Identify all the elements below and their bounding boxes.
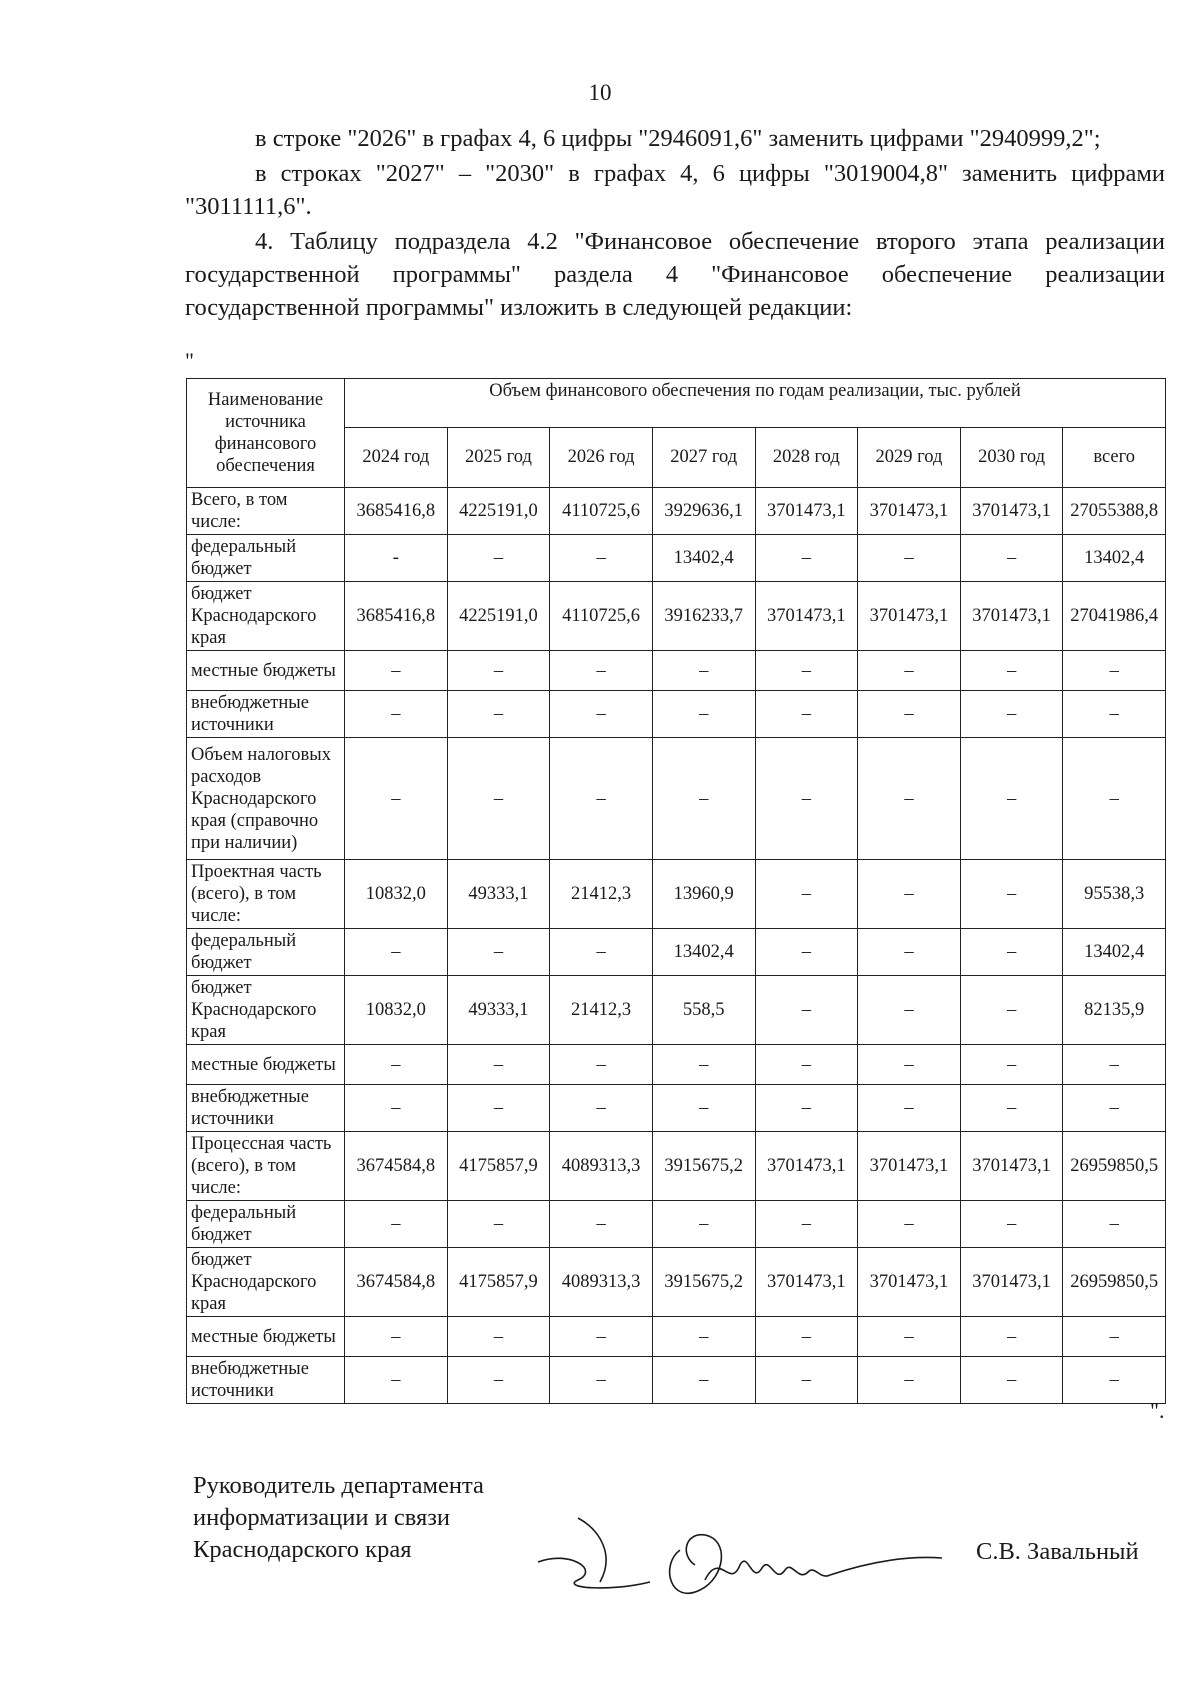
value-cell: – bbox=[960, 651, 1063, 691]
value-cell: – bbox=[1063, 1201, 1166, 1248]
value-cell: – bbox=[960, 1085, 1063, 1132]
table-row bbox=[187, 582, 1166, 651]
opening-quote: " bbox=[185, 348, 194, 373]
value-cell: – bbox=[755, 929, 858, 976]
value-cell: – bbox=[858, 651, 961, 691]
table-row bbox=[187, 1201, 1166, 1248]
value-cell: – bbox=[858, 1085, 961, 1132]
value-cell: 3701473,1 bbox=[960, 1248, 1063, 1317]
table-row bbox=[187, 1132, 1166, 1201]
value-cell: – bbox=[550, 1201, 653, 1248]
value-cell: – bbox=[652, 651, 755, 691]
value-cell: 3701473,1 bbox=[755, 582, 858, 651]
source-cell: внебюджетные источники bbox=[187, 1357, 345, 1404]
value-cell: – bbox=[447, 691, 550, 738]
source-cell: бюджет Краснодарского края bbox=[187, 1248, 345, 1317]
value-cell: 4089313,3 bbox=[550, 1132, 653, 1201]
value-cell: – bbox=[755, 1085, 858, 1132]
value-cell: - bbox=[345, 535, 448, 582]
value-cell: – bbox=[1063, 1317, 1166, 1357]
source-cell: бюджет Краснодарского края bbox=[187, 582, 345, 651]
signatory-title-line: Руководитель департамента bbox=[193, 1472, 484, 1499]
value-cell: 3701473,1 bbox=[755, 1132, 858, 1201]
value-cell: – bbox=[755, 651, 858, 691]
value-cell: – bbox=[960, 860, 1063, 929]
value-cell: – bbox=[755, 1317, 858, 1357]
value-cell: 3701473,1 bbox=[960, 582, 1063, 651]
value-cell: – bbox=[755, 738, 858, 860]
value-cell: – bbox=[858, 535, 961, 582]
value-cell: – bbox=[858, 976, 961, 1045]
value-cell: – bbox=[652, 1045, 755, 1085]
value-cell: – bbox=[755, 1045, 858, 1085]
source-cell: Объем налоговых расходов Краснодарского края (справочно при наличии) bbox=[187, 738, 345, 860]
value-cell: – bbox=[1063, 651, 1166, 691]
value-cell: – bbox=[652, 738, 755, 860]
table-row bbox=[187, 1357, 1166, 1404]
value-cell: 3685416,8 bbox=[345, 488, 448, 535]
value-cell: – bbox=[345, 691, 448, 738]
table-row bbox=[187, 535, 1166, 582]
value-cell: 13402,4 bbox=[1063, 929, 1166, 976]
value-cell: 13960,9 bbox=[652, 860, 755, 929]
value-cell: – bbox=[858, 860, 961, 929]
table-row bbox=[187, 1045, 1166, 1085]
value-cell: – bbox=[858, 1357, 961, 1404]
table-row bbox=[187, 488, 1166, 535]
source-cell: местные бюджеты bbox=[187, 1317, 345, 1357]
source-cell: федеральный бюджет bbox=[187, 929, 345, 976]
closing-quote: ". bbox=[1150, 1398, 1165, 1423]
value-cell: 3685416,8 bbox=[345, 582, 448, 651]
year-header: 2026 год bbox=[550, 427, 653, 487]
value-cell: – bbox=[960, 1045, 1063, 1085]
value-cell: – bbox=[960, 929, 1063, 976]
year-header: 2029 год bbox=[858, 427, 961, 487]
value-cell: – bbox=[447, 738, 550, 860]
year-header: 2024 год bbox=[345, 427, 448, 487]
value-cell: – bbox=[652, 1357, 755, 1404]
value-cell: 4225191,0 bbox=[447, 582, 550, 651]
value-cell: – bbox=[1063, 1085, 1166, 1132]
value-cell: 10832,0 bbox=[345, 976, 448, 1045]
value-cell: – bbox=[858, 691, 961, 738]
source-header: Наименование источника финансового обеспечения bbox=[187, 379, 345, 488]
value-cell: 3674584,8 bbox=[345, 1132, 448, 1201]
value-cell: – bbox=[550, 1085, 653, 1132]
value-cell: – bbox=[345, 1045, 448, 1085]
value-cell: 27055388,8 bbox=[1063, 488, 1166, 535]
source-cell: федеральный бюджет bbox=[187, 535, 345, 582]
financing-table bbox=[186, 378, 1166, 1404]
source-cell: бюджет Краснодарского края bbox=[187, 976, 345, 1045]
value-cell: – bbox=[345, 738, 448, 860]
source-cell: Проектная часть (всего), в том числе: bbox=[187, 860, 345, 929]
value-cell: – bbox=[345, 651, 448, 691]
value-cell: 3701473,1 bbox=[858, 1248, 961, 1317]
value-cell: – bbox=[960, 535, 1063, 582]
value-cell: 26959850,5 bbox=[1063, 1248, 1166, 1317]
value-cell: – bbox=[345, 1357, 448, 1404]
value-cell: 3929636,1 bbox=[652, 488, 755, 535]
table-row bbox=[187, 691, 1166, 738]
table-row bbox=[187, 738, 1166, 860]
value-cell: – bbox=[960, 1357, 1063, 1404]
value-cell: 4175857,9 bbox=[447, 1132, 550, 1201]
year-header: 2025 год bbox=[447, 427, 550, 487]
value-cell: 558,5 bbox=[652, 976, 755, 1045]
value-cell: – bbox=[345, 1317, 448, 1357]
value-cell: – bbox=[447, 1357, 550, 1404]
value-cell: 26959850,5 bbox=[1063, 1132, 1166, 1201]
value-cell: 13402,4 bbox=[652, 535, 755, 582]
source-cell: внебюджетные источники bbox=[187, 1085, 345, 1132]
value-cell: – bbox=[858, 1045, 961, 1085]
value-cell: 4225191,0 bbox=[447, 488, 550, 535]
value-cell: 3701473,1 bbox=[858, 582, 961, 651]
table-row bbox=[187, 860, 1166, 929]
value-cell: – bbox=[652, 1085, 755, 1132]
value-cell: 82135,9 bbox=[1063, 976, 1166, 1045]
paragraph-1: в строке "2026" в графах 4, 6 цифры "2946091,6" заменить цифрами "2940999,2"; bbox=[255, 125, 1101, 152]
value-cell: – bbox=[858, 929, 961, 976]
value-cell: – bbox=[550, 738, 653, 860]
value-cell: – bbox=[960, 1201, 1063, 1248]
value-cell: – bbox=[447, 929, 550, 976]
year-header: 2030 год bbox=[960, 427, 1063, 487]
value-cell: 95538,3 bbox=[1063, 860, 1166, 929]
value-cell: 49333,1 bbox=[447, 860, 550, 929]
table-row bbox=[187, 651, 1166, 691]
value-cell: – bbox=[1063, 1357, 1166, 1404]
value-cell: – bbox=[550, 651, 653, 691]
value-cell: 4175857,9 bbox=[447, 1248, 550, 1317]
value-cell: 4110725,6 bbox=[550, 582, 653, 651]
value-cell: – bbox=[447, 651, 550, 691]
year-header: 2028 год bbox=[755, 427, 858, 487]
value-cell: – bbox=[550, 691, 653, 738]
amendment-text bbox=[185, 122, 1165, 326]
source-cell: местные бюджеты bbox=[187, 1045, 345, 1085]
value-cell: – bbox=[858, 1201, 961, 1248]
value-cell: 4089313,3 bbox=[550, 1248, 653, 1317]
value-cell: 13402,4 bbox=[1063, 535, 1166, 582]
table-row bbox=[187, 1317, 1166, 1357]
year-header: всего bbox=[1063, 427, 1166, 487]
value-cell: – bbox=[345, 929, 448, 976]
value-cell: 3701473,1 bbox=[960, 1132, 1063, 1201]
value-cell: – bbox=[447, 535, 550, 582]
paragraph-2: в строках "2027" – "2030" в графах 4, 6 цифры "3019004,8" заменить цифрами "3011111,6". bbox=[185, 160, 1165, 220]
value-cell: – bbox=[652, 691, 755, 738]
value-cell: – bbox=[960, 738, 1063, 860]
value-cell: – bbox=[652, 1317, 755, 1357]
value-cell: 3701473,1 bbox=[960, 488, 1063, 535]
value-cell: – bbox=[652, 1201, 755, 1248]
table-row bbox=[187, 1085, 1166, 1132]
value-cell: – bbox=[755, 691, 858, 738]
value-cell: – bbox=[1063, 1045, 1166, 1085]
group-header: Объем финансового обеспечения по годам реализации, тыс. рублей bbox=[345, 379, 1166, 428]
value-cell: – bbox=[1063, 691, 1166, 738]
value-cell: 27041986,4 bbox=[1063, 582, 1166, 651]
source-cell: Процессная часть (всего), в том числе: bbox=[187, 1132, 345, 1201]
value-cell: – bbox=[960, 976, 1063, 1045]
value-cell: 3701473,1 bbox=[858, 1132, 961, 1201]
value-cell: 3915675,2 bbox=[652, 1132, 755, 1201]
year-header: 2027 год bbox=[652, 427, 755, 487]
signatory-title-line: Краснодарского края bbox=[193, 1536, 412, 1563]
value-cell: – bbox=[755, 976, 858, 1045]
value-cell: – bbox=[858, 1317, 961, 1357]
value-cell: – bbox=[345, 1085, 448, 1132]
table-row bbox=[187, 1248, 1166, 1317]
value-cell: – bbox=[755, 535, 858, 582]
signatory-title-line: информатизации и связи bbox=[193, 1504, 451, 1531]
value-cell: 3916233,7 bbox=[652, 582, 755, 651]
value-cell: 10832,0 bbox=[345, 860, 448, 929]
source-cell: федеральный бюджет bbox=[187, 1201, 345, 1248]
value-cell: – bbox=[960, 1317, 1063, 1357]
handwritten-signature bbox=[530, 1510, 950, 1620]
value-cell: 49333,1 bbox=[447, 976, 550, 1045]
value-cell: – bbox=[755, 1201, 858, 1248]
value-cell: 3701473,1 bbox=[858, 488, 961, 535]
value-cell: 13402,4 bbox=[652, 929, 755, 976]
value-cell: – bbox=[447, 1045, 550, 1085]
value-cell: – bbox=[858, 738, 961, 860]
paragraph-3: 4. Таблицу подраздела 4.2 "Финансовое обеспечение второго этапа реализации государственной программы" раздела 4 "Финансовое обеспечение реализации государственной программы" изложить в следующей редакции: bbox=[185, 228, 1165, 321]
value-cell: – bbox=[755, 1357, 858, 1404]
value-cell: 21412,3 bbox=[550, 976, 653, 1045]
value-cell: – bbox=[550, 1317, 653, 1357]
table-row bbox=[187, 929, 1166, 976]
source-cell: местные бюджеты bbox=[187, 651, 345, 691]
value-cell: – bbox=[550, 535, 653, 582]
signatory-title bbox=[193, 1470, 484, 1566]
value-cell: – bbox=[447, 1317, 550, 1357]
value-cell: – bbox=[550, 1357, 653, 1404]
value-cell: – bbox=[755, 860, 858, 929]
value-cell: – bbox=[345, 1201, 448, 1248]
page-number: 10 bbox=[588, 80, 612, 105]
source-cell: внебюджетные источники bbox=[187, 691, 345, 738]
value-cell: – bbox=[447, 1085, 550, 1132]
value-cell: – bbox=[550, 1045, 653, 1085]
signatory-name: С.В. Завальный bbox=[976, 1538, 1139, 1565]
value-cell: – bbox=[960, 691, 1063, 738]
value-cell: – bbox=[1063, 738, 1166, 860]
value-cell: 3701473,1 bbox=[755, 1248, 858, 1317]
table-row bbox=[187, 976, 1166, 1045]
value-cell: – bbox=[447, 1201, 550, 1248]
value-cell: 3701473,1 bbox=[755, 488, 858, 535]
value-cell: 3915675,2 bbox=[652, 1248, 755, 1317]
source-cell: Всего, в том числе: bbox=[187, 488, 345, 535]
value-cell: – bbox=[550, 929, 653, 976]
value-cell: 21412,3 bbox=[550, 860, 653, 929]
value-cell: 4110725,6 bbox=[550, 488, 653, 535]
value-cell: 3674584,8 bbox=[345, 1248, 448, 1317]
